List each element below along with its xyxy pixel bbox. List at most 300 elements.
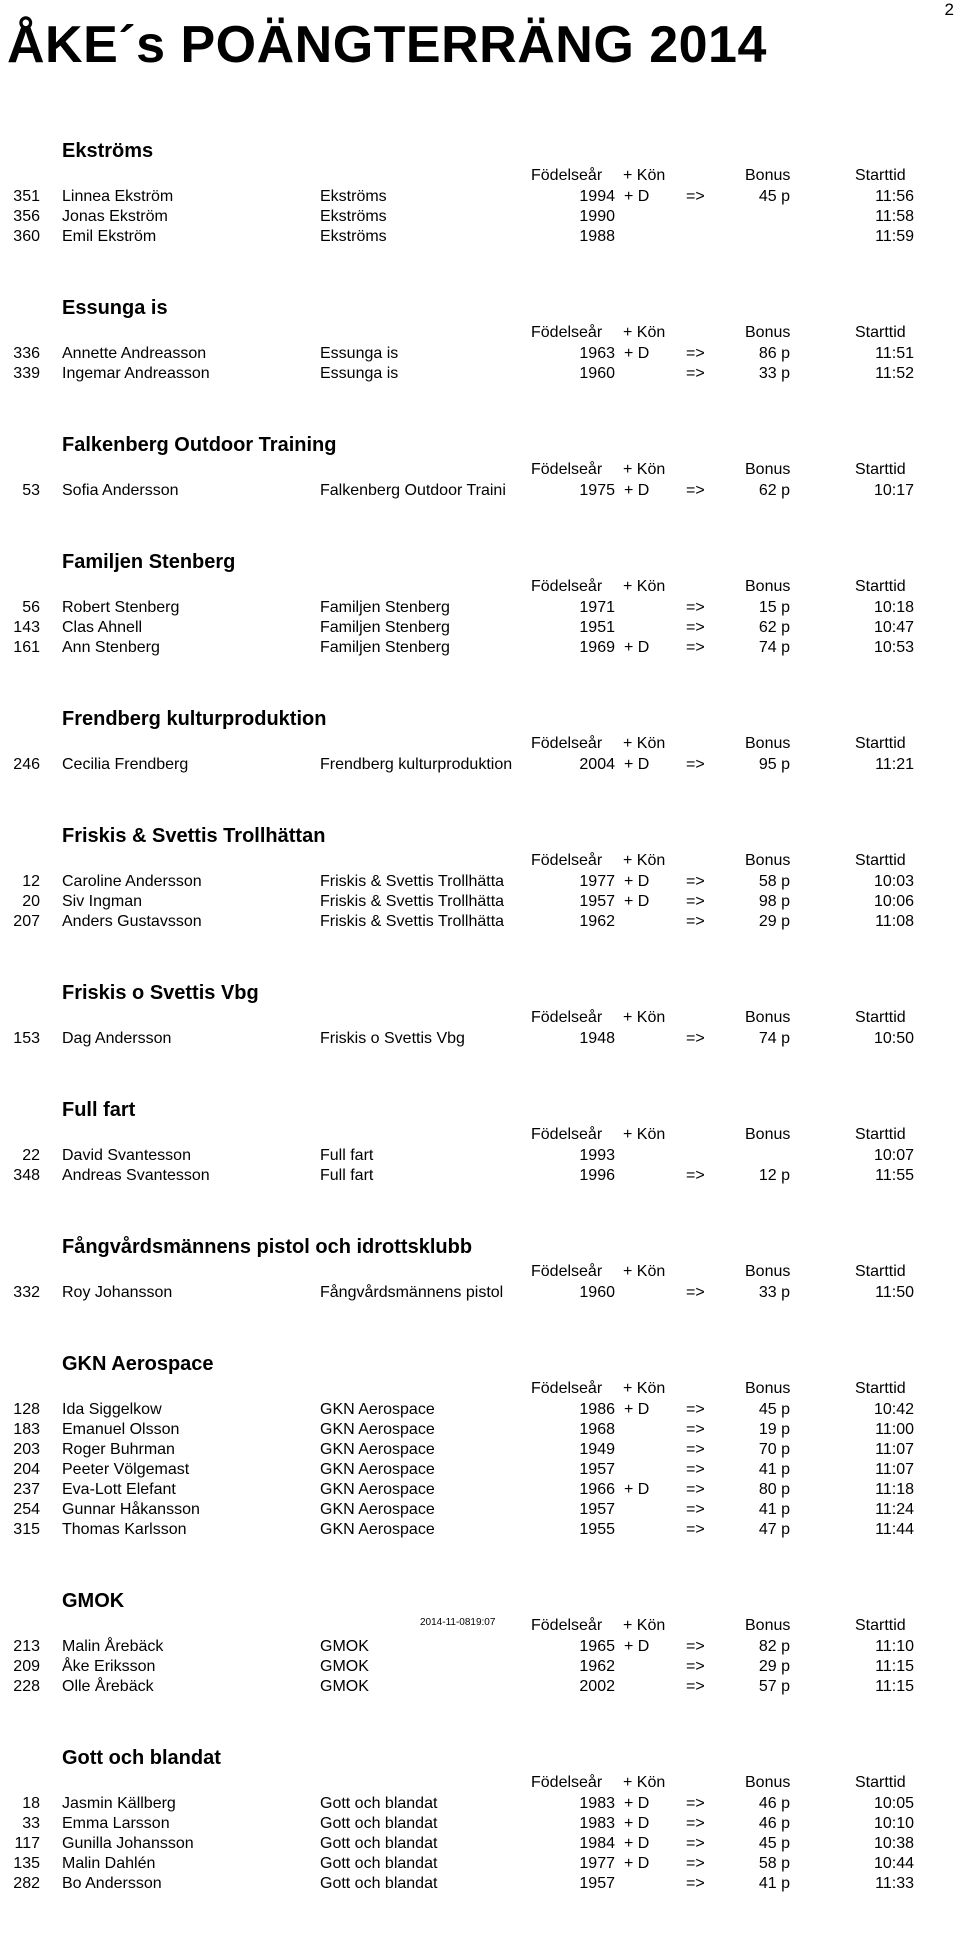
cell-club: Gott och blandat — [320, 1875, 438, 1892]
table-row — [0, 911, 960, 932]
column-header-year: Födelseår — [531, 324, 603, 341]
cell-num: 12 — [22, 873, 40, 890]
table-row — [0, 597, 960, 618]
column-header-start: Starttid — [855, 324, 906, 341]
cell-club: Essunga is — [320, 365, 399, 382]
cell-name: Caroline Andersson — [62, 873, 202, 890]
cell-club: Familjen Stenberg — [320, 599, 450, 616]
club-heading: Friskis & Svettis Trollhättan — [62, 825, 326, 847]
cell-arrow: => — [686, 1167, 705, 1184]
cell-name: David Svantesson — [62, 1147, 191, 1164]
cell-num: 207 — [13, 913, 40, 930]
cell-name: Annette Andreasson — [62, 345, 207, 362]
cell-num: 282 — [13, 1875, 40, 1892]
cell-num: 20 — [22, 893, 40, 910]
cell-year: 1948 — [579, 1030, 615, 1047]
cell-num: 128 — [13, 1401, 40, 1418]
cell-start: 10:03 — [873, 873, 914, 890]
cell-club: GMOK — [320, 1638, 369, 1655]
cell-bonus: 29 p — [758, 1658, 790, 1675]
cell-sex: + D — [624, 188, 650, 205]
column-header-year: Födelseår — [531, 735, 603, 752]
column-header-bonus: Bonus — [745, 1380, 791, 1397]
cell-year: 1962 — [579, 913, 615, 930]
table-row — [0, 1439, 960, 1460]
cell-club: Friskis & Svettis Trollhätta — [320, 873, 505, 890]
cell-name: Andreas Svantesson — [62, 1167, 210, 1184]
cell-arrow: => — [686, 1421, 705, 1438]
table-row — [0, 343, 960, 364]
column-header-sex: + Kön — [623, 1380, 666, 1397]
cell-name: Emma Larsson — [62, 1815, 170, 1832]
cell-arrow: => — [686, 1284, 705, 1301]
cell-club: Friskis & Svettis Trollhätta — [320, 893, 505, 910]
club-group — [0, 814, 960, 971]
club-group — [0, 971, 960, 1088]
column-header-bonus: Bonus — [745, 1126, 791, 1143]
table-row — [0, 637, 960, 658]
cell-year: 1957 — [579, 1501, 615, 1518]
column-header-bonus: Bonus — [745, 167, 791, 184]
cell-start: 11:59 — [875, 228, 914, 245]
club-heading: GMOK — [62, 1590, 125, 1612]
cell-arrow: => — [686, 893, 705, 910]
column-header-sex: + Kön — [623, 578, 666, 595]
cell-name: Eva-Lott Elefant — [62, 1481, 176, 1498]
cell-arrow: => — [686, 1678, 705, 1695]
table-row — [0, 1165, 960, 1186]
cell-start: 11:00 — [875, 1421, 914, 1438]
cell-name: Ida Siggelkow — [62, 1401, 162, 1418]
cell-year: 1955 — [579, 1521, 615, 1538]
cell-year: 2002 — [579, 1678, 615, 1695]
club-group — [0, 1342, 960, 1579]
cell-arrow: => — [686, 599, 705, 616]
cell-sex: + D — [624, 345, 650, 362]
cell-year: 1975 — [579, 482, 615, 499]
column-header-row — [0, 576, 960, 597]
cell-club: GKN Aerospace — [320, 1461, 435, 1478]
column-header-sex: + Kön — [623, 852, 666, 869]
column-header-year: Födelseår — [531, 461, 603, 478]
cell-arrow: => — [686, 1441, 705, 1458]
cell-arrow: => — [686, 1521, 705, 1538]
column-header-bonus: Bonus — [745, 1009, 791, 1026]
cell-name: Roy Johansson — [62, 1284, 173, 1301]
table-row — [0, 1813, 960, 1834]
cell-start: 11:15 — [875, 1678, 914, 1695]
cell-bonus: 58 p — [758, 1855, 790, 1872]
cell-name: Gunnar Håkansson — [62, 1501, 200, 1518]
cell-name: Jasmin Källberg — [62, 1795, 176, 1812]
table-row — [0, 1519, 960, 1540]
column-header-year: Födelseår — [531, 1617, 603, 1634]
cell-club: GKN Aerospace — [320, 1421, 435, 1438]
cell-bonus: 46 p — [758, 1815, 790, 1832]
cell-name: Emanuel Olsson — [62, 1421, 180, 1438]
table-row — [0, 1636, 960, 1657]
table-row — [0, 1282, 960, 1303]
cell-bonus: 12 p — [758, 1167, 790, 1184]
cell-bonus: 45 p — [758, 1401, 790, 1418]
cell-start: 10:44 — [873, 1855, 914, 1872]
cell-name: Clas Ahnell — [62, 619, 143, 636]
page-title: ÅKE´s POÄNGTERRÄNG 2014 — [7, 16, 767, 74]
cell-num: 254 — [13, 1501, 40, 1518]
cell-club: Ekströms — [320, 188, 387, 205]
cell-year: 1986 — [579, 1401, 615, 1418]
cell-bonus: 86 p — [758, 345, 790, 362]
cell-club: Frendberg kulturproduktion — [320, 756, 513, 773]
cell-start: 11:24 — [875, 1501, 914, 1518]
cell-start: 11:08 — [875, 913, 914, 930]
column-header-start: Starttid — [855, 1263, 906, 1280]
cell-num: 117 — [14, 1835, 40, 1852]
cell-year: 1994 — [579, 188, 615, 205]
cell-num: 246 — [13, 756, 40, 773]
table-row — [0, 1499, 960, 1520]
table-row — [0, 1419, 960, 1440]
column-header-sex: + Kön — [623, 461, 666, 478]
cell-arrow: => — [686, 1855, 705, 1872]
cell-bonus: 41 p — [758, 1501, 790, 1518]
column-header-row — [0, 1772, 960, 1793]
club-heading: Full fart — [62, 1099, 136, 1121]
column-header-year: Födelseår — [531, 1126, 603, 1143]
cell-arrow: => — [686, 756, 705, 773]
cell-club: GKN Aerospace — [320, 1521, 435, 1538]
column-header-sex: + Kön — [623, 1774, 666, 1791]
cell-start: 11:50 — [875, 1284, 914, 1301]
club-heading: Gott och blandat — [62, 1747, 221, 1769]
column-header-bonus: Bonus — [745, 578, 791, 595]
cell-start: 11:52 — [875, 365, 914, 382]
cell-year: 1990 — [579, 208, 615, 225]
column-header-start: Starttid — [855, 1617, 906, 1634]
cell-bonus: 70 p — [758, 1441, 790, 1458]
table-row — [0, 1479, 960, 1500]
cell-name: Dag Andersson — [62, 1030, 172, 1047]
column-header-bonus: Bonus — [745, 1617, 791, 1634]
cell-club: Gott och blandat — [320, 1855, 438, 1872]
cell-bonus: 47 p — [758, 1521, 790, 1538]
cell-name: Roger Buhrman — [62, 1441, 175, 1458]
cell-bonus: 74 p — [758, 1030, 790, 1047]
club-group — [0, 423, 960, 540]
cell-name: Peeter Völgemast — [62, 1461, 190, 1478]
table-row — [0, 1028, 960, 1049]
cell-bonus: 74 p — [758, 639, 790, 656]
cell-num: 228 — [13, 1678, 40, 1695]
cell-num: 56 — [22, 599, 40, 616]
cell-num: 315 — [13, 1521, 40, 1538]
cell-name: Gunilla Johansson — [62, 1835, 194, 1852]
cell-arrow: => — [686, 873, 705, 890]
cell-bonus: 29 p — [758, 913, 790, 930]
column-header-sex: + Kön — [623, 1126, 666, 1143]
column-header-row — [0, 850, 960, 871]
column-header-bonus: Bonus — [745, 1263, 791, 1280]
cell-arrow: => — [686, 1638, 705, 1655]
cell-year: 1977 — [579, 873, 615, 890]
cell-arrow: => — [686, 1461, 705, 1478]
cell-name: Sofia Andersson — [62, 482, 179, 499]
cell-arrow: => — [686, 1401, 705, 1418]
cell-sex: + D — [624, 482, 650, 499]
cell-club: Ekströms — [320, 228, 387, 245]
cell-year: 1983 — [579, 1815, 615, 1832]
cell-bonus: 33 p — [758, 1284, 790, 1301]
page-number: 2 — [944, 0, 954, 19]
cell-num: 209 — [13, 1658, 40, 1675]
cell-num: 332 — [13, 1284, 40, 1301]
cell-year: 1968 — [579, 1421, 615, 1438]
cell-sex: + D — [624, 893, 650, 910]
cell-start: 11:56 — [875, 188, 914, 205]
cell-year: 1977 — [579, 1855, 615, 1872]
cell-num: 356 — [13, 208, 40, 225]
cell-year: 1951 — [579, 619, 615, 636]
cell-name: Cecilia Frendberg — [62, 756, 189, 773]
column-header-row — [0, 459, 960, 480]
table-row — [0, 1459, 960, 1480]
cell-start: 11:07 — [875, 1461, 914, 1478]
column-header-sex: + Kön — [623, 735, 666, 752]
cell-sex: + D — [624, 1481, 650, 1498]
cell-year: 1957 — [579, 1461, 615, 1478]
club-group — [0, 1088, 960, 1225]
table-row — [0, 1853, 960, 1874]
club-group — [0, 129, 960, 286]
cell-sex: + D — [624, 1401, 650, 1418]
column-header-year: Födelseår — [531, 578, 603, 595]
cell-start: 10:18 — [873, 599, 914, 616]
column-header-row — [0, 1261, 960, 1282]
cell-bonus: 41 p — [758, 1875, 790, 1892]
cell-year: 1949 — [579, 1441, 615, 1458]
column-header-row — [0, 1007, 960, 1028]
cell-bonus: 57 p — [758, 1678, 790, 1695]
table-row — [0, 226, 960, 247]
cell-bonus: 33 p — [758, 365, 790, 382]
cell-club: Essunga is — [320, 345, 399, 362]
cell-num: 204 — [13, 1461, 40, 1478]
club-group — [0, 1736, 960, 1933]
cell-name: Olle Årebäck — [62, 1678, 154, 1695]
cell-start: 11:33 — [875, 1875, 914, 1892]
table-row — [0, 1676, 960, 1697]
cell-num: 360 — [13, 228, 40, 245]
cell-year: 1983 — [579, 1795, 615, 1812]
cell-year: 1969 — [579, 639, 615, 656]
cell-year: 1963 — [579, 345, 615, 362]
cell-club: Gott och blandat — [320, 1835, 438, 1852]
cell-club: GMOK — [320, 1678, 369, 1695]
cell-sex: + D — [624, 756, 650, 773]
column-header-year: Födelseår — [531, 1009, 603, 1026]
cell-club: Fångvårdsmännens pistol — [320, 1284, 504, 1301]
cell-start: 10:42 — [873, 1401, 914, 1418]
cell-start: 11:21 — [875, 756, 914, 773]
cell-start: 11:07 — [875, 1441, 914, 1458]
cell-name: Thomas Karlsson — [62, 1521, 187, 1538]
cell-start: 11:55 — [875, 1167, 914, 1184]
cell-club: GKN Aerospace — [320, 1501, 435, 1518]
cell-num: 143 — [13, 619, 40, 636]
column-header-year: Födelseår — [531, 1263, 603, 1280]
table-row — [0, 617, 960, 638]
cell-year: 1996 — [579, 1167, 615, 1184]
cell-year: 1960 — [579, 365, 615, 382]
cell-start: 10:07 — [873, 1147, 914, 1164]
cell-start: 10:10 — [873, 1815, 914, 1832]
club-group — [0, 697, 960, 814]
cell-year: 1960 — [579, 1284, 615, 1301]
club-heading: Fångvårdsmännens pistol och idrottsklubb — [62, 1236, 473, 1258]
column-header-sex: + Kön — [623, 1263, 666, 1280]
cell-sex: + D — [624, 1835, 650, 1852]
table-row — [0, 891, 960, 912]
cell-sex: + D — [624, 1638, 650, 1655]
column-header-row — [0, 322, 960, 343]
table-row — [0, 1145, 960, 1166]
cell-num: 237 — [13, 1481, 40, 1498]
cell-num: 213 — [13, 1638, 40, 1655]
cell-arrow: => — [686, 482, 705, 499]
cell-bonus: 41 p — [758, 1461, 790, 1478]
cell-club: Full fart — [320, 1147, 374, 1164]
cell-year: 1966 — [579, 1481, 615, 1498]
cell-year: 2004 — [579, 756, 615, 773]
club-group — [0, 1579, 960, 1736]
column-header-year: Födelseår — [531, 167, 603, 184]
cell-start: 11:18 — [875, 1481, 914, 1498]
cell-start: 11:10 — [875, 1638, 914, 1655]
club-group — [0, 1225, 960, 1342]
cell-num: 351 — [13, 188, 40, 205]
cell-bonus: 62 p — [758, 482, 790, 499]
cell-num: 22 — [22, 1147, 40, 1164]
cell-year: 1965 — [579, 1638, 615, 1655]
cell-arrow: => — [686, 639, 705, 656]
cell-bonus: 19 p — [758, 1421, 790, 1438]
table-row — [0, 1656, 960, 1677]
cell-year: 1962 — [579, 1658, 615, 1675]
cell-arrow: => — [686, 365, 705, 382]
club-heading: Familjen Stenberg — [62, 551, 236, 573]
cell-bonus: 62 p — [758, 619, 790, 636]
table-row — [0, 363, 960, 384]
cell-year: 1957 — [579, 1875, 615, 1892]
cell-start: 10:17 — [873, 482, 914, 499]
cell-club: GMOK — [320, 1658, 369, 1675]
club-heading: Frendberg kulturproduktion — [62, 708, 327, 730]
cell-name: Bo Andersson — [62, 1875, 162, 1892]
table-row — [0, 871, 960, 892]
table-row — [0, 186, 960, 207]
cell-num: 348 — [13, 1167, 40, 1184]
cell-bonus: 58 p — [758, 873, 790, 890]
cell-arrow: => — [686, 1835, 705, 1852]
cell-start: 10:50 — [873, 1030, 914, 1047]
column-header-bonus: Bonus — [745, 735, 791, 752]
cell-num: 183 — [13, 1421, 40, 1438]
cell-name: Malin Dahlén — [62, 1855, 156, 1872]
cell-club: Falkenberg Outdoor Traini — [320, 482, 506, 499]
column-header-start: Starttid — [855, 735, 906, 752]
column-header-start: Starttid — [855, 852, 906, 869]
cell-arrow: => — [686, 1030, 705, 1047]
cell-start: 10:05 — [873, 1795, 914, 1812]
column-header-year: Födelseår — [531, 852, 603, 869]
cell-year: 1957 — [579, 893, 615, 910]
club-group — [0, 540, 960, 697]
cell-club: GKN Aerospace — [320, 1441, 435, 1458]
cell-sex: + D — [624, 639, 650, 656]
cell-arrow: => — [686, 1481, 705, 1498]
cell-num: 153 — [13, 1030, 40, 1047]
cell-name: Emil Ekström — [62, 228, 157, 245]
cell-bonus: 98 p — [758, 893, 790, 910]
cell-arrow: => — [686, 1501, 705, 1518]
cell-bonus: 95 p — [758, 756, 790, 773]
cell-club: Gott och blandat — [320, 1795, 438, 1812]
cell-arrow: => — [686, 188, 705, 205]
club-heading: Falkenberg Outdoor Training — [62, 434, 337, 456]
cell-start: 11:15 — [875, 1658, 914, 1675]
cell-name: Ann Stenberg — [62, 639, 160, 656]
column-header-row — [0, 165, 960, 186]
column-header-year: Födelseår — [531, 1774, 603, 1791]
table-row — [0, 206, 960, 227]
column-header-start: Starttid — [855, 167, 906, 184]
cell-club: Familjen Stenberg — [320, 639, 450, 656]
cell-name: Linnea Ekström — [62, 188, 174, 205]
cell-sex: + D — [624, 873, 650, 890]
cell-num: 161 — [13, 639, 40, 656]
cell-num: 18 — [22, 1795, 40, 1812]
column-header-start: Starttid — [855, 1380, 906, 1397]
club-heading: Friskis o Svettis Vbg — [62, 982, 259, 1004]
cell-year: 1988 — [579, 228, 615, 245]
club-group — [0, 286, 960, 423]
cell-name: Åke Eriksson — [62, 1658, 156, 1675]
table-row — [0, 1793, 960, 1814]
cell-num: 33 — [22, 1815, 40, 1832]
cell-club: Gott och blandat — [320, 1815, 438, 1832]
cell-num: 53 — [22, 482, 40, 499]
cell-name: Malin Årebäck — [62, 1638, 164, 1655]
cell-year: 1993 — [579, 1147, 615, 1164]
cell-sex: + D — [624, 1855, 650, 1872]
cell-arrow: => — [686, 913, 705, 930]
column-header-row — [0, 733, 960, 754]
results-list — [0, 129, 960, 1933]
cell-start: 11:51 — [875, 345, 914, 362]
cell-bonus: 45 p — [758, 1835, 790, 1852]
table-row — [0, 1833, 960, 1854]
column-header-row — [0, 1124, 960, 1145]
column-header-bonus: Bonus — [745, 324, 791, 341]
cell-bonus: 82 p — [758, 1638, 790, 1655]
cell-start: 10:53 — [873, 639, 914, 656]
cell-start: 11:44 — [875, 1521, 914, 1538]
cell-num: 203 — [13, 1441, 40, 1458]
cell-name: Anders Gustavsson — [62, 913, 202, 930]
cell-arrow: => — [686, 1815, 705, 1832]
cell-year: 1984 — [579, 1835, 615, 1852]
cell-arrow: => — [686, 1658, 705, 1675]
